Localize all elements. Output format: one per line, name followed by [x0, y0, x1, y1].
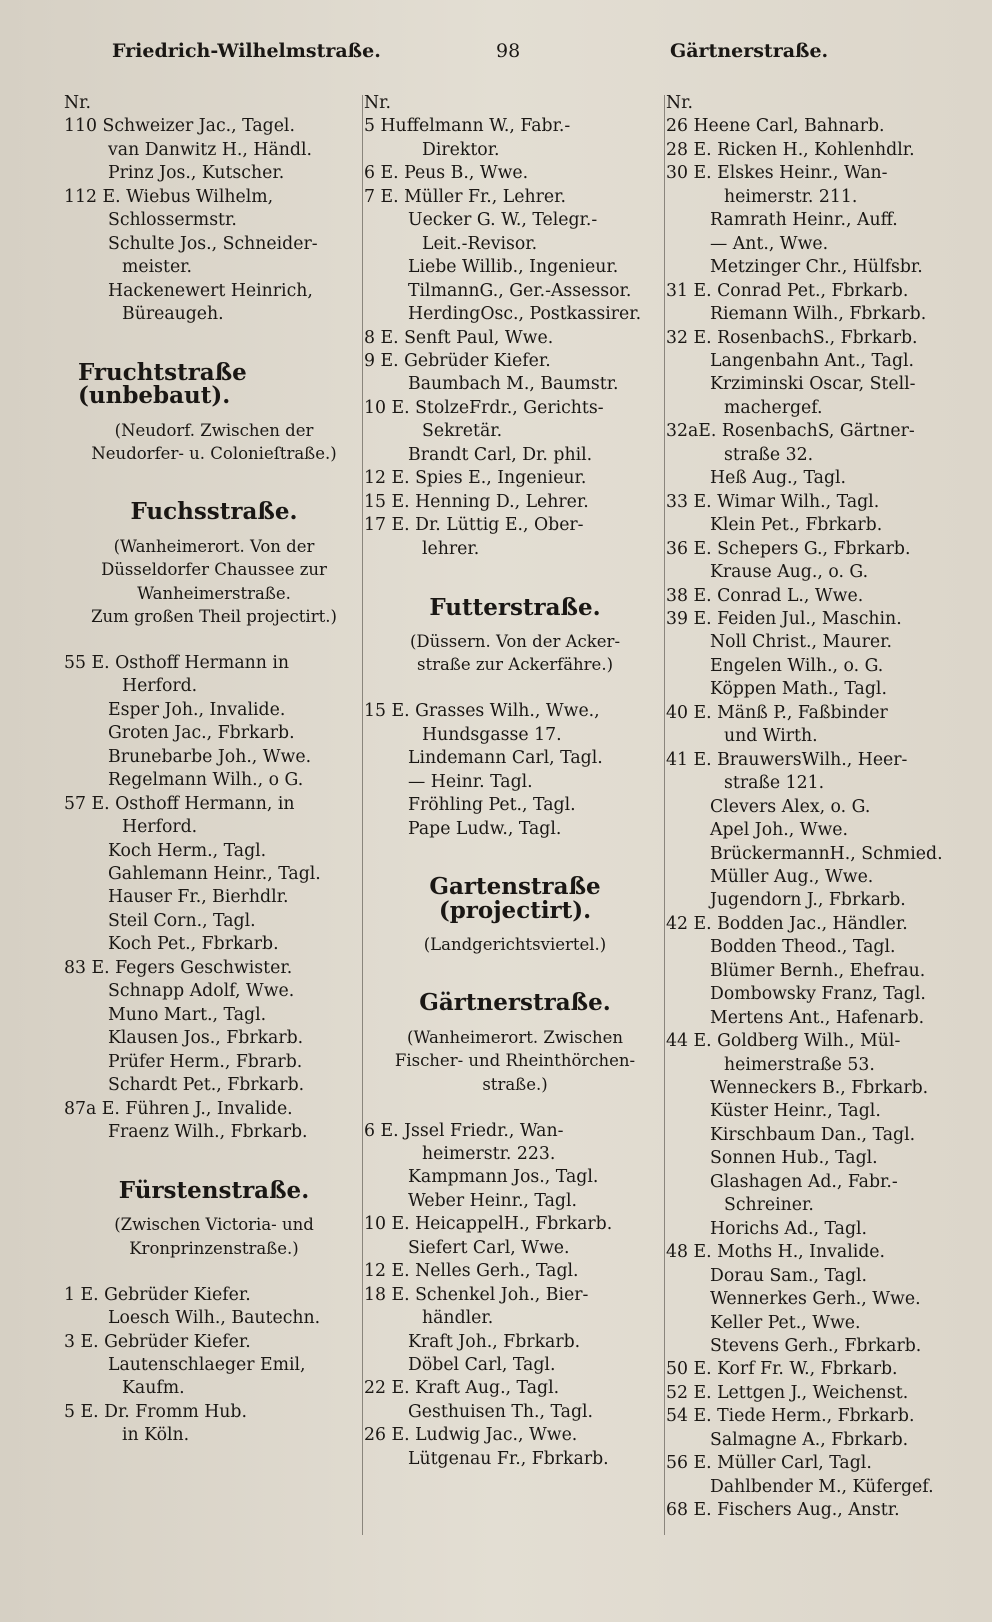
street-heading: Gartenstraße (projectirt). — [429, 873, 601, 924]
directory-entry: 55 E. Osthoff Hermann in — [64, 652, 290, 673]
directory-entry: Döbel Carl, Tagl. — [408, 1355, 556, 1376]
directory-entry: meister. — [122, 257, 193, 278]
directory-entry: 40 E. Mänß P., Faßbinder — [666, 702, 888, 723]
directory-entry: Sonnen Hub., Tagl. — [710, 1148, 878, 1169]
street-description: Kronprinzenstraße.) — [129, 1238, 299, 1258]
street-heading: Fürstenstraße. — [118, 1176, 310, 1204]
directory-entry: 17 E. Dr. Lüttig E., Ober- — [364, 515, 584, 536]
directory-entry: Schulte Jos., Schneider- — [108, 233, 318, 254]
number-label: Nr. — [64, 93, 91, 113]
directory-entry: Dombowsky Franz, Tagl. — [710, 984, 926, 1005]
directory-entry: Kampmann Jos., Tagl. — [408, 1167, 599, 1188]
directory-entry: — Ant., Wwe. — [710, 233, 829, 254]
directory-entry: Klein Pet., Fbrkarb. — [710, 515, 883, 536]
directory-entry: 1 E. Gebrüder Kiefer. — [64, 1284, 251, 1305]
street-description: Wanheimerstraße. — [137, 583, 291, 603]
directory-entry: lehrer. — [422, 538, 480, 559]
directory-entry: 15 E. Grasses Wilh., Wwe., — [364, 701, 600, 722]
directory-entry: händler. — [422, 1308, 494, 1329]
directory-entry: 32 E. RosenbachS., Fbrkarb. — [666, 327, 918, 348]
directory-entry: 5 E. Dr. Fromm Hub. — [64, 1401, 247, 1422]
directory-entry: Uecker G. W., Telegr.- — [408, 210, 598, 231]
directory-entry: 12 E. Nelles Gerh., Tagl. — [364, 1261, 579, 1282]
directory-entry: 54 E. Tiede Herm., Fbrkarb. — [666, 1406, 915, 1427]
directory-entry: Sekretär. — [422, 421, 503, 442]
directory-entry: 110 Schweizer Jac., Tagel. — [64, 116, 295, 137]
directory-entry: 10 E. HeicappelH., Fbrkarb. — [364, 1214, 613, 1235]
directory-entry: 22 E. Kraft Aug., Tagl. — [364, 1378, 560, 1399]
directory-entry: Glashagen Ad., Fabr.- — [710, 1171, 898, 1192]
directory-entry: Hackenewert Heinrich, — [108, 280, 313, 301]
directory-entry: Klausen Jos., Fbrkarb. — [108, 1028, 304, 1049]
directory-entry: BrückermannH., Schmied. — [710, 843, 943, 864]
running-head-left: Friedrich-Wilhelmstraße. — [112, 40, 381, 62]
street-description: Fischer- und Rheinthörchen- — [394, 1051, 636, 1071]
directory-entry: Müller Aug., Wwe. — [710, 866, 874, 887]
directory-entry: Lindemann Carl, Tagl. — [408, 748, 603, 769]
directory-entry: Jugendorn J., Fbrkarb. — [710, 890, 906, 911]
directory-entry: Steil Corn., Tagl. — [108, 910, 256, 931]
directory-entry: Stevens Gerh., Fbrkarb. — [710, 1336, 922, 1357]
directory-entry: Wennerkes Gerh., Wwe. — [710, 1289, 921, 1310]
directory-entry: 41 E. BrauwersWilh., Heer- — [666, 749, 908, 770]
directory-entry: van Danwitz H., Händl. — [108, 139, 312, 160]
directory-entry: Weber Heinr., Tagl. — [408, 1190, 577, 1211]
directory-entry: und Wirth. — [724, 726, 818, 747]
directory-entry: Büreaugeh. — [122, 304, 224, 325]
directory-entry: 36 E. Schepers G., Fbrkarb. — [666, 538, 911, 559]
directory-entry: Salmagne A., Fbrkarb. — [710, 1429, 909, 1450]
directory-entry: heimerstr. 211. — [724, 186, 858, 207]
directory-entry: heimerstraße 53. — [724, 1054, 875, 1075]
directory-entry: Kaufm. — [122, 1378, 185, 1399]
directory-entry: 6 E. Jssel Friedr., Wan- — [364, 1120, 564, 1141]
directory-entry: Pape Ludw., Tagl. — [408, 818, 562, 839]
directory-entry: 8 E. Senft Paul, Wwe. — [364, 327, 554, 348]
directory-entry: Fraenz Wilh., Fbrkarb. — [108, 1121, 308, 1142]
directory-entry: Krause Aug., o. G. — [710, 562, 869, 583]
directory-entry: 31 E. Conrad Pet., Fbrkarb. — [666, 280, 909, 301]
street-description: (Zwischen Victoria- und — [114, 1215, 314, 1235]
directory-entry: Bodden Theod., Tagl. — [710, 937, 896, 958]
directory-entry: Lautenschlaeger Emil, — [108, 1355, 306, 1376]
directory-entry: 9 E. Gebrüder Kiefer. — [364, 350, 551, 371]
directory-entry: Schnapp Adolf, Wwe. — [108, 981, 295, 1002]
directory-entry: 33 E. Wimar Wilh., Tagl. — [666, 491, 880, 512]
directory-entry: 5 Huffelmann W., Fabr.- — [364, 116, 571, 137]
directory-entry: Mertens Ant., Hafenarb. — [710, 1007, 925, 1028]
directory-entry: Dahlbender M., Küfergef. — [710, 1476, 934, 1497]
directory-entry: straße 32. — [724, 444, 814, 465]
directory-entry: Lütgenau Fr., Fbrkarb. — [408, 1448, 609, 1469]
street-heading: Futterstraße. — [429, 593, 601, 621]
directory-entry: Schreiner. — [724, 1195, 814, 1216]
directory-entry: 68 E. Fischers Aug., Anstr. — [666, 1500, 900, 1521]
directory-entry: 39 E. Feiden Jul., Maschin. — [666, 608, 902, 629]
directory-entry: Koch Pet., Fbrkarb. — [108, 934, 279, 955]
directory-entry: Ramrath Heinr., Auff. — [710, 210, 898, 231]
directory-entry: Muno Mart., Tagl. — [108, 1004, 267, 1025]
directory-entry: Heß Aug., Tagl. — [710, 468, 847, 489]
column-3 — [666, 92, 966, 1523]
directory-entry: Schardt Pet., Fbrkarb. — [108, 1075, 305, 1096]
directory-entry: Wenneckers B., Fbrkarb. — [710, 1078, 929, 1099]
street-heading: Gärtnerstraße. — [419, 989, 611, 1017]
street-description: straße zur Ackerfähre.) — [416, 655, 614, 675]
page-number: 98 — [496, 40, 521, 62]
directory-entry: Kraft Joh., Fbrkarb. — [408, 1331, 581, 1352]
directory-entry: Siefert Carl, Wwe. — [408, 1237, 570, 1258]
directory-entry: Liebe Willib., Ingenieur. — [408, 257, 619, 278]
directory-entry: 87a E. Führen J., Invalide. — [64, 1098, 293, 1119]
directory-entry: Noll Christ., Maurer. — [710, 632, 892, 653]
directory-entry: Dorau Sam., Tagl. — [710, 1265, 868, 1286]
directory-entry: 3 E. Gebrüder Kiefer. — [64, 1331, 251, 1352]
directory-entry: Hauser Fr., Bierhdlr. — [108, 887, 289, 908]
directory-entry: 7 E. Müller Fr., Lehrer. — [364, 186, 566, 207]
directory-entry: Prüfer Herm., Fbrarb. — [108, 1051, 303, 1072]
directory-entry: Blümer Bernh., Ehefrau. — [710, 960, 926, 981]
directory-entry: 48 E. Moths H., Invalide. — [666, 1242, 886, 1263]
directory-entry: Horichs Ad., Tagl. — [710, 1218, 868, 1239]
directory-entry: Hundsgasse 17. — [422, 724, 562, 745]
directory-entry: TilmannG., Ger.-Assessor. — [408, 280, 632, 301]
directory-entry: Langenbahn Ant., Tagl. — [710, 350, 915, 371]
directory-entry: Schlossermstr. — [108, 210, 237, 231]
directory-entry: 83 E. Fegers Geschwister. — [64, 957, 293, 978]
directory-entry: 50 E. Korf Fr. W., Fbrkarb. — [666, 1359, 898, 1380]
directory-entry: 10 E. StolzeFrdr., Gerichts- — [364, 397, 604, 418]
directory-entry: Gahlemann Heinr., Tagl. — [108, 864, 321, 884]
street-description: (Düssern. Von der Acker- — [409, 631, 621, 651]
directory-entry: Brandt Carl, Dr. phil. — [408, 444, 593, 465]
number-label: Nr. — [364, 93, 391, 113]
directory-entry: straße 121. — [724, 773, 825, 794]
directory-entry: Fröhling Pet., Tagl. — [408, 795, 576, 816]
directory-entry: 57 E. Osthoff Hermann, in — [64, 793, 295, 814]
directory-entry: 30 E. Elskes Heinr., Wan- — [666, 163, 888, 184]
directory-entry: 32aE. RosenbachS, Gärtner- — [666, 421, 915, 442]
street-description: (Wanheimerort. Zwischen — [407, 1027, 623, 1047]
street-description: Düsseldorfer Chaussee zur — [101, 560, 327, 580]
directory-entry: HerdingOsc., Postkassirer. — [408, 304, 642, 325]
directory-entry: 56 E. Müller Carl, Tagl. — [666, 1453, 872, 1474]
directory-entry: Krziminski Oscar, Stell- — [710, 374, 916, 395]
directory-entry: 18 E. Schenkel Joh., Bier- — [364, 1284, 589, 1305]
directory-entry: Koch Herm., Tagl. — [108, 840, 267, 861]
directory-entry: Brunebarbe Joh., Wwe. — [108, 746, 312, 767]
street-description: (Wanheimerort. Von der — [113, 536, 315, 556]
running-head-right: Gärtnerstraße. — [670, 40, 829, 62]
directory-entry: 12 E. Spies E., Ingenieur. — [364, 468, 587, 489]
directory-entry: 38 E. Conrad L., Wwe. — [666, 585, 864, 606]
directory-entry: Herford. — [122, 817, 198, 838]
directory-entry: 52 E. Lettgen J., Weichenst. — [666, 1382, 909, 1403]
directory-entry: Apel Joh., Wwe. — [710, 820, 849, 841]
directory-entry: Gesthuisen Th., Tagl. — [408, 1401, 594, 1422]
directory-entry: 28 E. Ricken H., Kohlenhdlr. — [666, 139, 915, 160]
directory-entry: machergef. — [724, 397, 823, 418]
directory-entry: Metzinger Chr., Hülfsbr. — [710, 257, 923, 278]
directory-entry: 42 E. Bodden Jac., Händler. — [666, 913, 908, 934]
street-description: Neudorfer- u. Colonieſtraße.) — [91, 444, 337, 464]
directory-entry: Kirschbaum Dan., Tagl. — [710, 1124, 916, 1145]
directory-entry: 15 E. Henning D., Lehrer. — [364, 491, 589, 512]
street-heading: Fruchtstraße (unbebaut). — [78, 358, 247, 410]
street-heading: Fuchsstraße. — [130, 498, 298, 526]
directory-entry: 26 Heene Carl, Bahnarb. — [666, 116, 885, 137]
street-description: straße.) — [482, 1074, 548, 1094]
number-label: Nr. — [666, 93, 693, 113]
directory-entry: Küster Heinr., Tagl. — [710, 1101, 881, 1122]
directory-entry: Leit.-Revisor. — [422, 233, 538, 254]
directory-entry: Groten Jac., Fbrkarb. — [108, 723, 295, 744]
directory-entry: 6 E. Peus B., Wwe. — [364, 163, 529, 184]
directory-entry: Keller Pet., Wwe. — [710, 1312, 861, 1333]
directory-entry: Regelmann Wilh., o G. — [108, 770, 304, 791]
directory-entry: Esper Joh., Invalide. — [108, 699, 286, 720]
directory-entry: heimerstr. 223. — [422, 1143, 556, 1164]
directory-entry: Loesch Wilh., Bautechn. — [108, 1308, 321, 1329]
column-1 — [64, 92, 364, 1448]
directory-entry: 26 E. Ludwig Jac., Wwe. — [364, 1425, 578, 1446]
directory-entry: Prinz Jos., Kutscher. — [108, 163, 285, 184]
directory-entry: Engelen Wilh., o. G. — [710, 655, 884, 676]
directory-entry: 112 E. Wiebus Wilhelm, — [64, 186, 274, 207]
directory-entry: in Köln. — [122, 1425, 190, 1446]
directory-entry: Direktor. — [422, 139, 500, 160]
street-description: (Landgerichtsviertel.) — [423, 935, 607, 955]
directory-entry: — Heinr. Tagl. — [408, 771, 533, 792]
column-2 — [364, 92, 666, 1471]
directory-entry: Clevers Alex, o. G. — [710, 796, 871, 817]
directory-entry: Baumbach M., Baumstr. — [408, 374, 619, 395]
directory-entry: 44 E. Goldberg Wilh., Mül- — [666, 1031, 901, 1052]
directory-entry: Köppen Math., Tagl. — [710, 679, 887, 700]
street-description: Zum großen Theil projectirt.) — [91, 607, 337, 627]
directory-entry: Herford. — [122, 676, 198, 697]
street-description: (Neudorf. Zwischen der — [114, 420, 314, 440]
directory-entry: Riemann Wilh., Fbrkarb. — [710, 304, 927, 325]
